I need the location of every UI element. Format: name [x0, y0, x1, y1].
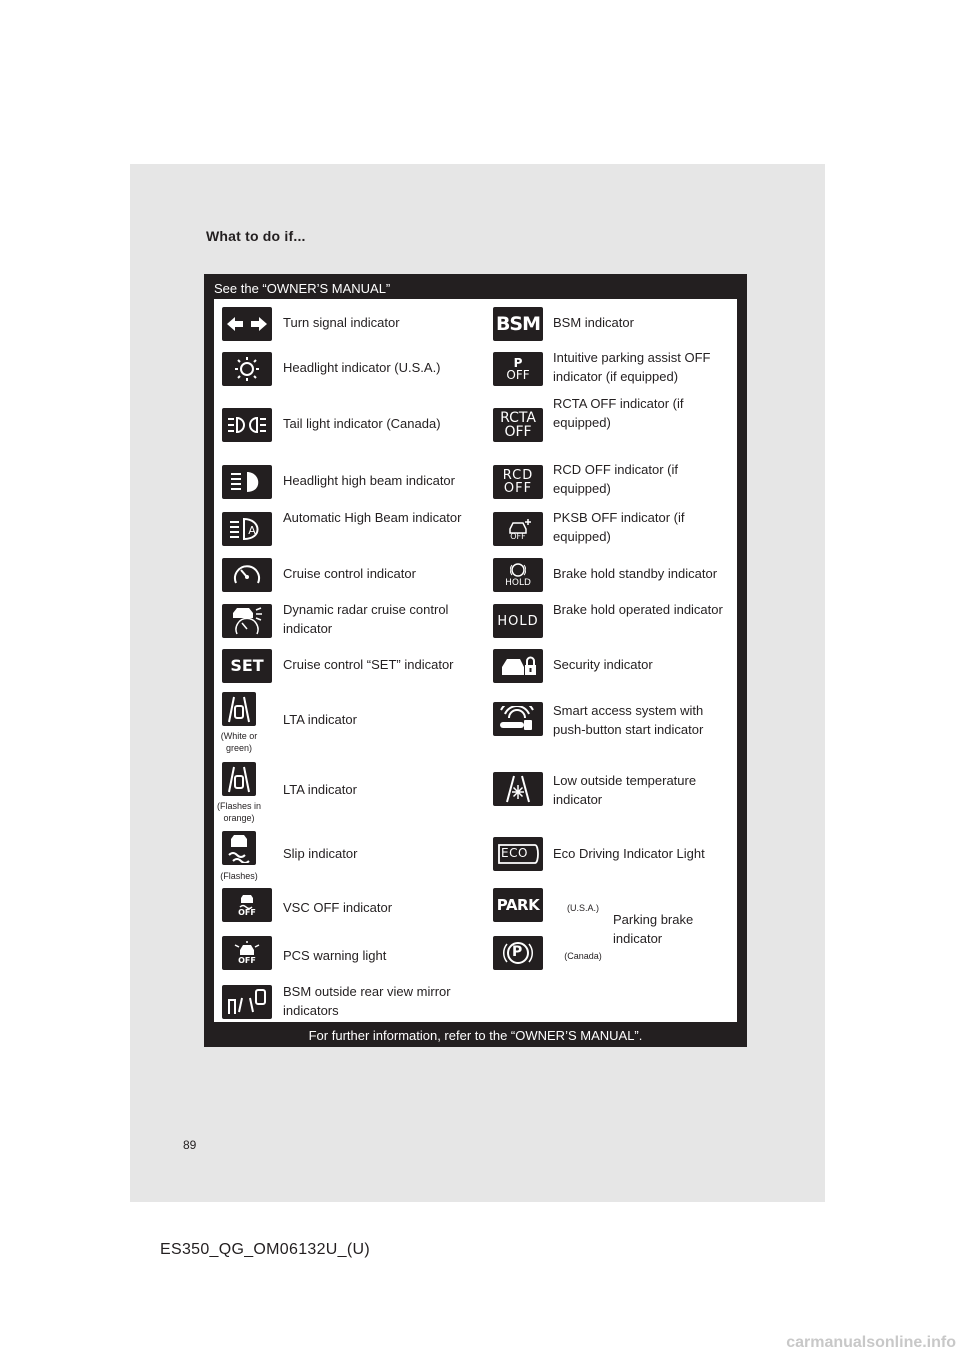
smart-key-label: Smart access system with push-button start indicator: [553, 703, 704, 737]
page-number: 89: [183, 1138, 197, 1152]
lta-label: LTA indicator: [283, 712, 357, 727]
pksb-off-label: PKSB OFF indicator (if equipped): [553, 510, 685, 544]
watermark: carmanualsonline.info: [786, 1334, 956, 1351]
cruise-control-label: Cruise control indicator: [283, 566, 416, 581]
cruise-control-icon: [222, 558, 272, 592]
brake-hold-standby-label: Brake hold standby indicator: [553, 566, 718, 581]
parking-assist-off-label: Intuitive parking assist OFF indicator (if equipped): [553, 350, 711, 384]
rcd-off-icon: RCD OFF: [493, 465, 543, 499]
lta-icon: [222, 692, 256, 726]
parking-brake-icon: P: [493, 936, 543, 970]
headlight-icon: [222, 352, 272, 386]
bsm-mirror-icon: [222, 985, 272, 1019]
brake-hold-operated-label: Brake hold operated indicator: [553, 602, 723, 617]
vsc-off-icon: OFF: [222, 888, 272, 922]
bsm-icon: BSM: [493, 307, 543, 341]
brake-hold-operated-icon: HOLD: [493, 604, 543, 638]
svg-text:A: A: [248, 524, 256, 537]
eco-label: Eco Driving Indicator Light: [553, 846, 705, 861]
bsm-mirror-label: BSM outside rear view mirror indicators: [283, 984, 451, 1018]
tail-light-label: Tail light indicator (Canada): [283, 416, 441, 431]
set-label: Cruise control “SET” indicator: [283, 657, 454, 672]
security-label: Security indicator: [553, 657, 653, 672]
lta-orange-caption: (Flashes in orange): [216, 801, 261, 823]
auto-high-beam-icon: [222, 512, 272, 546]
turn-signal-icon: [222, 307, 272, 341]
lta-white-caption: (White or green): [220, 731, 258, 753]
indicator-table: [204, 274, 747, 1047]
canada-caption: (Canada): [564, 951, 602, 961]
rcta-off-label: RCTA OFF indicator (if equipped): [553, 396, 684, 430]
lta-label: LTA indicator: [283, 782, 357, 797]
slip-label: Slip indicator: [283, 846, 358, 861]
parking-assist-off-icon: P OFF: [493, 352, 543, 386]
parking-brake-label: Parking brake indicator: [613, 912, 694, 946]
smart-key-icon: [493, 702, 543, 736]
auto-high-beam-label: Automatic High Beam indicator: [283, 510, 462, 525]
usa-caption: (U.S.A.): [566, 903, 599, 913]
pksb-off-icon: OFF: [493, 512, 543, 546]
turn-signal-label: Turn signal indicator: [283, 315, 400, 330]
radar-cruise-icon: [222, 604, 272, 638]
brake-hold-standby-icon: HOLD: [493, 558, 543, 592]
headlight-label: Headlight indicator (U.S.A.): [283, 360, 441, 375]
pcs-label: PCS warning light: [283, 948, 387, 963]
radar-cruise-label: Dynamic radar cruise control indicator: [283, 602, 449, 636]
lta-flashing-icon: [222, 762, 256, 796]
slip-icon: [222, 831, 256, 865]
high-beam-icon: [222, 465, 272, 499]
security-icon: [493, 649, 543, 683]
set-icon: SET: [222, 649, 272, 683]
low-temperature-label: Low outside temperature indicator: [553, 773, 697, 807]
eco-icon: ECO: [493, 837, 543, 871]
table-footer: For further information, refer to the “OWNER’S MANUAL”.: [308, 1028, 643, 1043]
pcs-icon: OFF: [222, 936, 272, 970]
low-temperature-icon: [493, 772, 543, 806]
table-header: See the “OWNER’S MANUAL”: [214, 281, 391, 296]
section-title: What to do if...: [206, 228, 306, 244]
vsc-off-label: VSC OFF indicator: [283, 900, 393, 915]
high-beam-label: Headlight high beam indicator: [283, 473, 455, 488]
slip-caption: (Flashes): [220, 871, 258, 881]
park-icon: PARK: [493, 888, 543, 922]
tail-light-icon: [222, 408, 272, 442]
rcta-off-icon: RCTA OFF: [493, 408, 543, 442]
rcd-off-label: RCD OFF indicator (if equipped): [553, 462, 678, 496]
bsm-label: BSM indicator: [553, 315, 634, 330]
indicator-list: [214, 299, 737, 1022]
document-code: ES350_QG_OM06132U_(U): [160, 1241, 370, 1258]
